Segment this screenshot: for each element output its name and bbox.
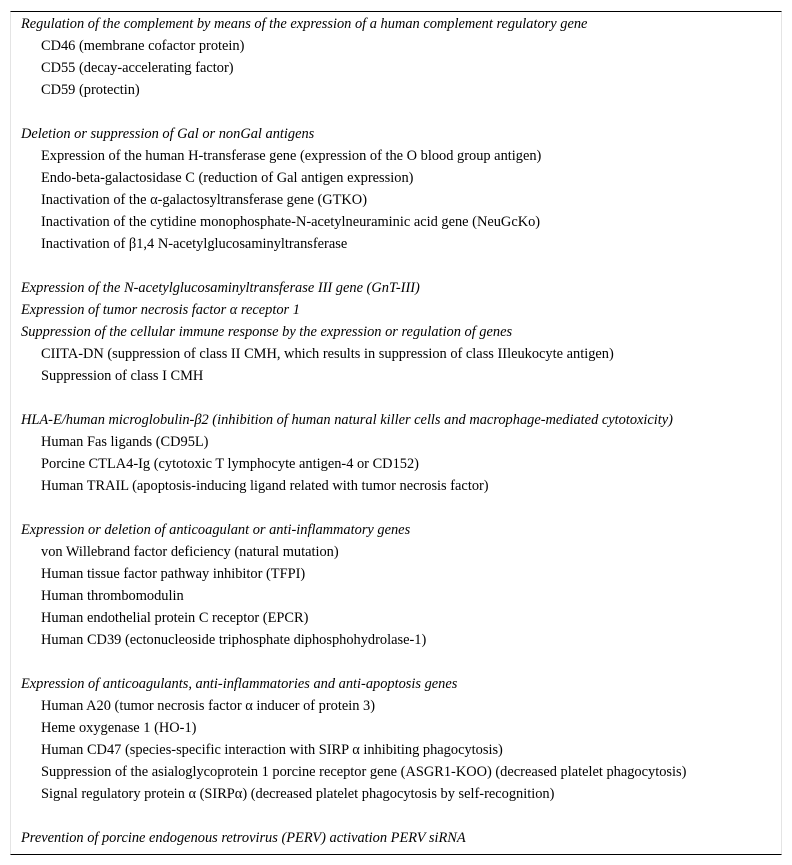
item-row: Human endothelial protein C receptor (EPCR) (41, 610, 309, 626)
item-row: CIITA-DN (suppression of class II CMH, which results in suppression of class IIleukocyte antigen) (41, 346, 614, 362)
category-row: Expression of anticoagulants, anti-inflammatories and anti-apoptosis genes (21, 676, 458, 692)
item-row: Endo-beta-galactosidase C (reduction of Gal antigen expression) (41, 170, 414, 186)
item-row: Heme oxygenase 1 (HO-1) (41, 720, 197, 736)
item-row: Signal regulatory protein α (SIRPα) (decreased platelet phagocytosis by self-recognition) (41, 786, 555, 802)
item-row: Suppression of class I CMH (41, 368, 204, 384)
category-row: Deletion or suppression of Gal or nonGal antigens (21, 126, 315, 142)
item-row: Human A20 (tumor necrosis factor α inducer of protein 3) (41, 698, 376, 714)
item-row: Expression of the human H-transferase gene (expression of the O blood group antigen) (41, 148, 542, 164)
item-row: Suppression of the asialoglycoprotein 1 porcine receptor gene (ASGR1-KOO) (decreased platelet phagocytosis) (41, 764, 687, 780)
item-row: Human CD47 (species-specific interaction with SIRP α inhibiting phagocytosis) (41, 742, 503, 758)
category-row: HLA-E/human microglobulin-β2 (inhibition of human natural killer cells and macrophage-mediated cytotoxicity) (21, 412, 673, 428)
item-row: Human thrombomodulin (41, 588, 184, 604)
category-row: Suppression of the cellular immune response by the expression or regulation of genes (21, 324, 513, 340)
spacer-row (11, 101, 781, 123)
spacer-row (11, 651, 781, 673)
item-row: Human tissue factor pathway inhibitor (TFPI) (41, 566, 306, 582)
spacer-row (11, 387, 781, 409)
category-row: Prevention of porcine endogenous retrovirus (PERV) activation PERV siRNA (21, 830, 466, 846)
item-row: Inactivation of the cytidine monophosphate-N-acetylneuraminic acid gene (NeuGcKo) (41, 214, 541, 230)
item-row: Human Fas ligands (CD95L) (41, 434, 209, 450)
item-row: CD59 (protectin) (41, 82, 140, 98)
spacer-row (11, 255, 781, 277)
item-row: CD46 (membrane cofactor protein) (41, 38, 245, 54)
item-row: Porcine CTLA4-Ig (cytotoxic T lymphocyte antigen-4 or CD152) (41, 456, 419, 472)
spacer-row (11, 805, 781, 827)
item-row: CD55 (decay-accelerating factor) (41, 60, 234, 76)
item-row: Human CD39 (ectonucleoside triphosphate diphosphohydrolase-1) (41, 632, 427, 648)
category-row: Expression of the N-acetylglucosaminyltransferase III gene (GnT-III) (21, 280, 420, 296)
item-row: Human TRAIL (apoptosis-inducing ligand related with tumor necrosis factor) (41, 478, 489, 494)
genetic-modifications-table (10, 11, 782, 855)
category-row: Expression or deletion of anticoagulant or anti-inflammatory genes (21, 522, 411, 538)
item-row: Inactivation of β1,4 N-acetylglucosaminyltransferase (41, 236, 348, 252)
category-row: Expression of tumor necrosis factor α receptor 1 (21, 302, 300, 318)
category-row: Regulation of the complement by means of the expression of a human complement regulatory gene (21, 16, 588, 32)
item-row: von Willebrand factor deficiency (natural mutation) (41, 544, 339, 560)
item-row: Inactivation of the α-galactosyltransferase gene (GTKO) (41, 192, 367, 208)
spacer-row (11, 497, 781, 519)
